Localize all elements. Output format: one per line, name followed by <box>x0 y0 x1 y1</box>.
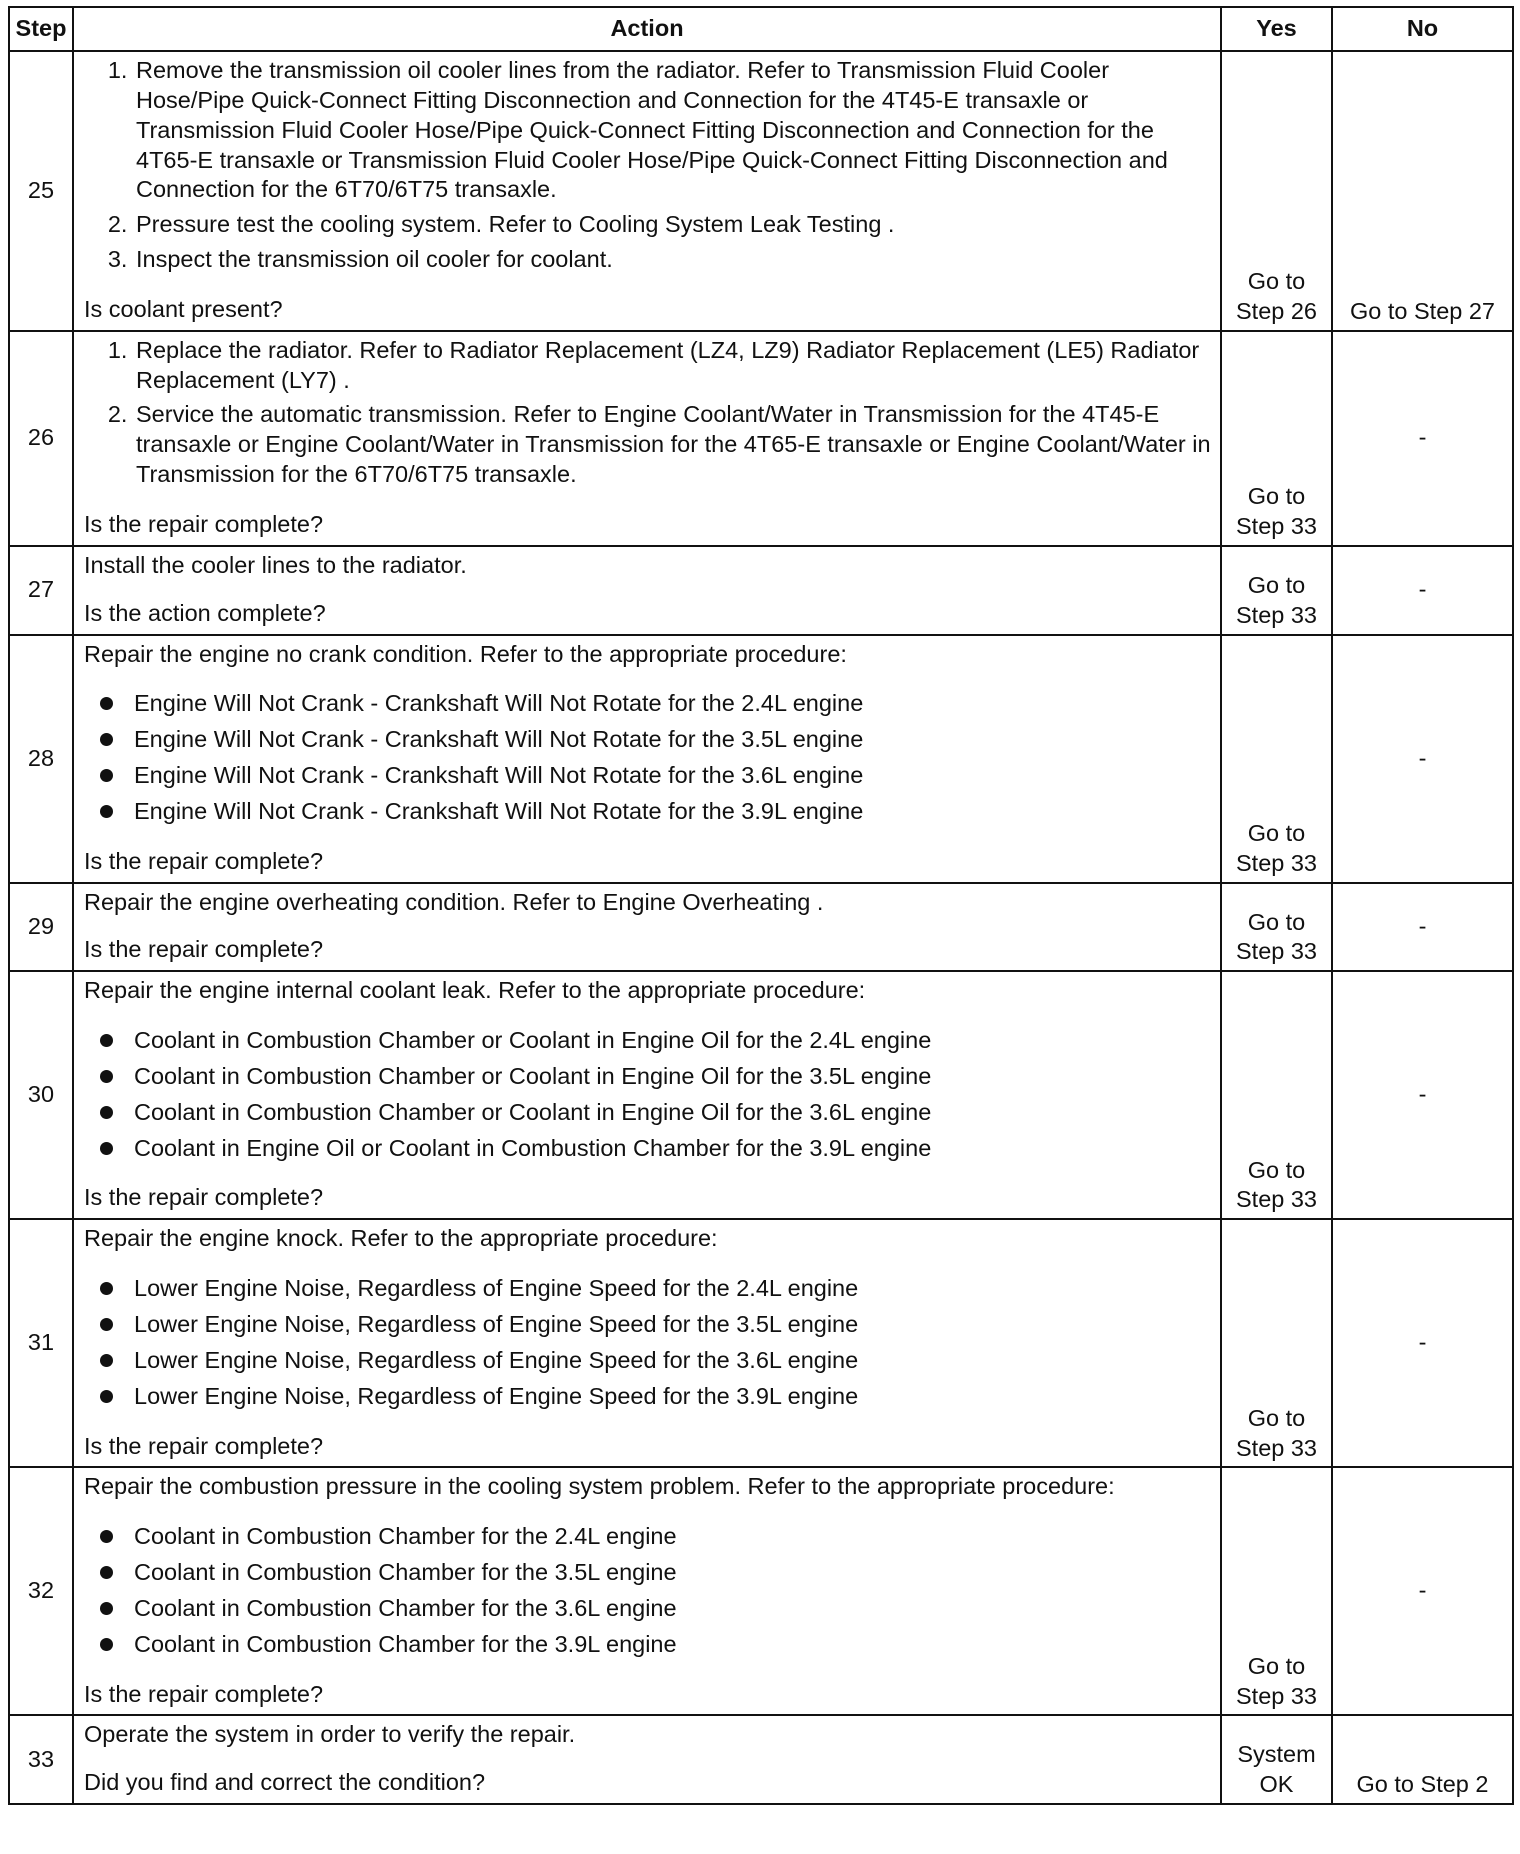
list-item <box>98 689 1212 719</box>
yes-line-1: Go to <box>1247 571 1306 598</box>
yes-line-2: Step 33 <box>1235 1434 1317 1461</box>
no-cell: Go to Step 2 <box>1332 1715 1513 1804</box>
list-item-text: Lower Engine Noise, Regardless of Engine Speed for the 3.6L engine <box>134 1346 859 1373</box>
question-text: Did you find and correct the condition? <box>84 1769 486 1796</box>
yes-line-2: Step 33 <box>1235 512 1317 539</box>
step-number: 27 <box>9 546 73 635</box>
no-cell: - <box>1332 546 1513 635</box>
bullet-icon <box>100 769 113 782</box>
list-item <box>98 1382 1212 1412</box>
bullet-icon <box>100 1282 113 1295</box>
yes-line-1: Go to <box>1247 1156 1306 1183</box>
list-item: 3. Inspect the transmission oil cooler for coolant. <box>134 245 1212 275</box>
lead-text: Operate the system in order to verify the repair. <box>84 1721 576 1748</box>
yes-line-1: Go to <box>1247 908 1306 935</box>
list-item-text: Coolant in Engine Oil or Coolant in Combustion Chamber for the 3.9L engine <box>134 1134 932 1161</box>
yes-cell <box>1221 51 1332 331</box>
question-text: Is coolant present? <box>84 295 283 322</box>
list-item <box>98 1522 1212 1552</box>
list-item <box>98 1026 1212 1056</box>
no-cell: - <box>1332 635 1513 883</box>
table-row <box>9 635 1513 883</box>
list-item: 1. Replace the radiator. Refer to Radiator Replacement (LZ4, LZ9) Radiator Replacement (LE5) Radiator Replacement (LY7) . <box>134 336 1212 396</box>
bullet-icon <box>100 733 113 746</box>
yes-cell <box>1221 546 1332 635</box>
yes-cell <box>1221 1715 1332 1804</box>
list-item <box>98 797 1212 827</box>
yes-cell <box>1221 635 1332 883</box>
action-cell <box>73 883 1221 972</box>
step-number: 30 <box>9 971 73 1219</box>
list-item-text: Coolant in Combustion Chamber for the 3.9L engine <box>134 1630 677 1657</box>
bullet-icon <box>100 1638 113 1651</box>
action-cell <box>73 546 1221 635</box>
bullet-icon <box>100 805 113 818</box>
header-step: Step <box>9 7 73 51</box>
diagnostic-table-container <box>8 6 1512 1805</box>
action-cell <box>73 1219 1221 1467</box>
no-cell: - <box>1332 883 1513 972</box>
list-item <box>98 1062 1212 1092</box>
yes-line-2: Step 33 <box>1235 938 1317 965</box>
table-row <box>9 883 1513 972</box>
bullet-icon <box>100 1566 113 1579</box>
action-cell <box>73 331 1221 546</box>
yes-cell <box>1221 971 1332 1219</box>
question-text: Is the repair complete? <box>84 847 324 874</box>
bullet-list <box>84 689 1212 826</box>
bullet-icon <box>100 1390 113 1403</box>
lead-text: Repair the engine overheating condition. Refer to Engine Overheating . <box>84 888 824 915</box>
yes-line-1: System <box>1237 1741 1316 1768</box>
yes-cell <box>1221 883 1332 972</box>
lead-text: Repair the combustion pressure in the cooling system problem. Refer to the appropriate procedure: <box>84 1473 1115 1500</box>
list-item <box>98 1098 1212 1128</box>
step-number: 32 <box>9 1467 73 1715</box>
list-item-text: Coolant in Combustion Chamber or Coolant in Engine Oil for the 2.4L engine <box>134 1027 932 1054</box>
table-row <box>9 51 1513 331</box>
question-text: Is the repair complete? <box>84 936 324 963</box>
question-text: Is the repair complete? <box>84 1680 324 1707</box>
table-row <box>9 546 1513 635</box>
step-number: 29 <box>9 883 73 972</box>
no-cell: - <box>1332 331 1513 546</box>
yes-line-1: Go to <box>1247 819 1306 846</box>
yes-line-2: OK <box>1259 1771 1294 1798</box>
table-row <box>9 331 1513 546</box>
list-item-text: Coolant in Combustion Chamber or Coolant in Engine Oil for the 3.5L engine <box>134 1062 932 1089</box>
list-item: 1. Remove the transmission oil cooler lines from the radiator. Refer to Transmission Fluid Cooler Hose/Pipe Quick-Connect Fitting Disconnection and Connection for the 4T45-E transaxle or Transmission Fluid Cooler Hose/Pipe Quick-Connect Fitting Disconnection and Connection for the 4T65-E transaxle or Transmission Fluid Cooler Hose/Pipe Quick-Connect Fitting Disconnection and Connection for the 6T70/6T75 transaxle. <box>134 56 1212 205</box>
diagnostic-steps-table <box>8 6 1514 1805</box>
bullet-list <box>84 1274 1212 1411</box>
list-item <box>98 725 1212 755</box>
list-item: 2. Pressure test the cooling system. Refer to Cooling System Leak Testing . <box>134 210 1212 240</box>
no-cell: - <box>1332 1467 1513 1715</box>
action-cell <box>73 971 1221 1219</box>
bullet-icon <box>100 1142 113 1155</box>
question-text: Is the repair complete? <box>84 1184 324 1211</box>
lead-text: Install the cooler lines to the radiator. <box>84 551 467 578</box>
yes-cell <box>1221 1219 1332 1467</box>
yes-line-2: Step 33 <box>1235 849 1317 876</box>
list-item-text: Lower Engine Noise, Regardless of Engine Speed for the 2.4L engine <box>134 1275 859 1302</box>
bullet-icon <box>100 1318 113 1331</box>
list-item-text: Coolant in Combustion Chamber or Coolant in Engine Oil for the 3.6L engine <box>134 1098 932 1125</box>
question-text: Is the action complete? <box>84 599 326 626</box>
step-number: 31 <box>9 1219 73 1467</box>
bullet-list <box>84 1522 1212 1659</box>
yes-line-2: Step 33 <box>1235 601 1317 628</box>
bullet-icon <box>100 697 113 710</box>
list-item-text: Engine Will Not Crank - Crankshaft Will Not Rotate for the 3.6L engine <box>134 762 864 789</box>
question-text: Is the repair complete? <box>84 510 324 537</box>
list-item-text: Engine Will Not Crank - Crankshaft Will Not Rotate for the 3.9L engine <box>134 797 864 824</box>
bullet-icon <box>100 1070 113 1083</box>
step-number: 33 <box>9 1715 73 1804</box>
step-number: 28 <box>9 635 73 883</box>
yes-line-2: Step 33 <box>1235 1682 1317 1709</box>
table-row <box>9 1715 1513 1804</box>
no-cell: - <box>1332 1219 1513 1467</box>
table-row <box>9 1467 1513 1715</box>
step-number: 25 <box>9 51 73 331</box>
list-item <box>98 1134 1212 1164</box>
yes-line-2: Step 26 <box>1235 297 1317 324</box>
lead-text: Repair the engine no crank condition. Refer to the appropriate procedure: <box>84 640 847 667</box>
step-number: 26 <box>9 331 73 546</box>
bullet-icon <box>100 1354 113 1367</box>
lead-text: Repair the engine knock. Refer to the appropriate procedure: <box>84 1225 718 1252</box>
bullet-icon <box>100 1034 113 1047</box>
list-item-text: Lower Engine Noise, Regardless of Engine Speed for the 3.5L engine <box>134 1311 859 1337</box>
list-item <box>98 1274 1212 1304</box>
bullet-icon <box>100 1530 113 1543</box>
list-item-text: Engine Will Not Crank - Crankshaft Will Not Rotate for the 2.4L engine <box>134 690 864 717</box>
table-row <box>9 1219 1513 1467</box>
list-item-text: Engine Will Not Crank - Crankshaft Will Not Rotate for the 3.5L engine <box>134 726 864 753</box>
yes-line-2: Step 33 <box>1235 1186 1317 1213</box>
list-item <box>98 1346 1212 1376</box>
yes-line-1: Go to <box>1247 483 1306 510</box>
list-item-text: Coolant in Combustion Chamber for the 3.5L engine <box>134 1559 677 1586</box>
header-action: Action <box>73 7 1221 51</box>
bullet-icon <box>100 1106 113 1119</box>
yes-cell <box>1221 331 1332 546</box>
list-item-text: Coolant in Combustion Chamber for the 2.4L engine <box>134 1523 677 1550</box>
lead-text: Repair the engine internal coolant leak. Refer to the appropriate procedure: <box>84 977 866 1004</box>
yes-line-1: Go to <box>1247 1652 1306 1679</box>
action-cell <box>73 1715 1221 1804</box>
list-item <box>98 1558 1212 1588</box>
header-row <box>9 7 1513 51</box>
table-row <box>9 971 1513 1219</box>
yes-line-1: Go to <box>1247 1404 1306 1431</box>
bullet-icon <box>100 1602 113 1615</box>
list-item-text: Lower Engine Noise, Regardless of Engine Speed for the 3.9L engine <box>134 1382 859 1409</box>
numbered-list <box>84 56 1212 275</box>
no-cell: Go to Step 27 <box>1332 51 1513 331</box>
list-item <box>98 1630 1212 1660</box>
list-item <box>98 1594 1212 1624</box>
list-item <box>98 1310 1212 1340</box>
header-yes: Yes <box>1221 7 1332 51</box>
action-cell <box>73 51 1221 331</box>
numbered-list <box>84 336 1212 490</box>
action-cell <box>73 1467 1221 1715</box>
yes-line-1: Go to <box>1247 268 1306 295</box>
question-text: Is the repair complete? <box>84 1432 324 1459</box>
list-item: 2. Service the automatic transmission. Refer to Engine Coolant/Water in Transmission for the 4T45-E transaxle or Engine Coolant/Water in Transmission for the 4T65-E transaxle or Engine Coolant/Water in Transmission for the 6T70/6T75 transaxle. <box>134 400 1212 490</box>
list-item <box>98 761 1212 791</box>
header-no: No <box>1332 7 1513 51</box>
list-item-text: Coolant in Combustion Chamber for the 3.6L engine <box>134 1594 677 1621</box>
no-cell: - <box>1332 971 1513 1219</box>
action-cell <box>73 635 1221 883</box>
yes-cell <box>1221 1467 1332 1715</box>
bullet-list <box>84 1026 1212 1163</box>
